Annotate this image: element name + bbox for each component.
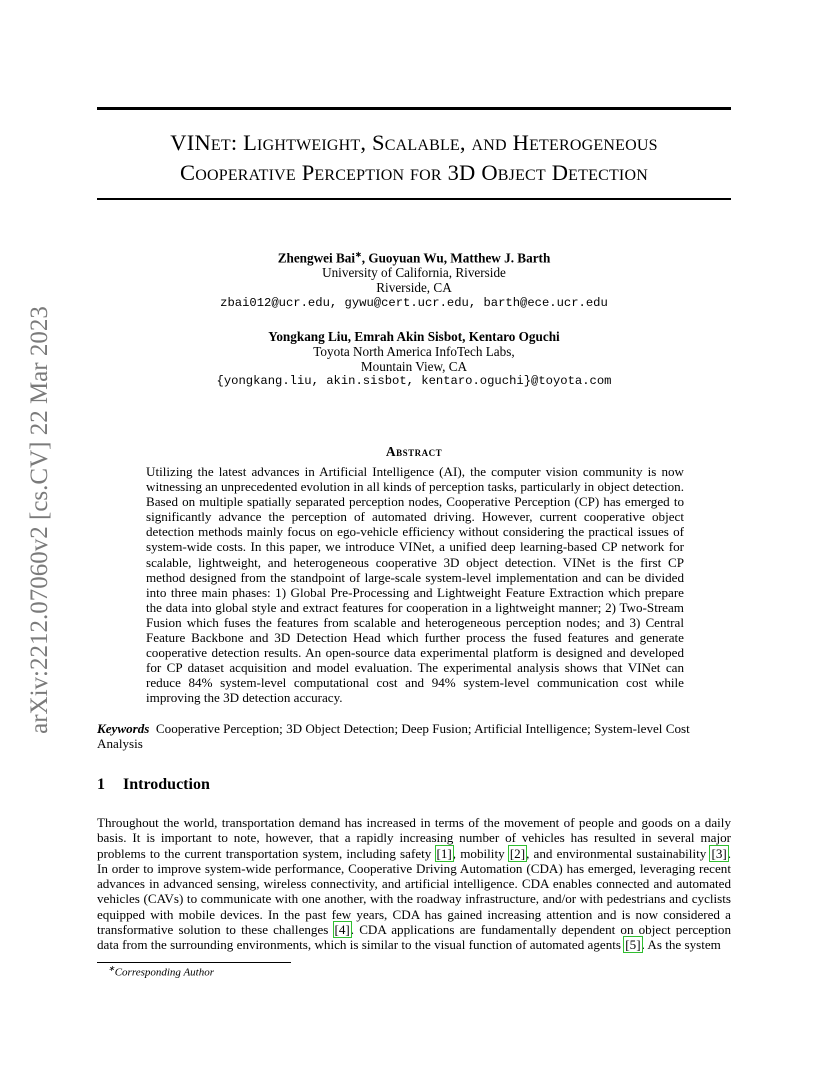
title-bottom-rule	[97, 198, 731, 200]
author-affiliation: University of California, Riverside	[322, 265, 506, 281]
keywords-label: Keywords	[97, 721, 150, 736]
title-line-1: VINet: Lightweight, Scalable, and Heterogeneous	[170, 130, 658, 155]
author-emails: zbai012@ucr.edu, gywu@cert.ucr.edu, barth@ece.ucr.edu	[220, 295, 608, 310]
intro-paragraph: Throughout the world, transportation demand has increased in terms of the movement of people and goods on a daily basis. It is important to note, however, that a rapidly increasing number of vehicles has resulted in several major problems to the current transportation system, including safety [1], mobility [2], and environmental sustainability [3]. In order to improve system-wide performance, Cooperative Driving Automation (CDA) has emerged, leveraging recent advances in advanced sensing, wireless connectivity, and artificial intelligence. CDA enables connected and automated vehicles (CAVs) to communicate with one another, with the roadway infrastructure, and/or with pedestrians and cyclists equipped with mobile devices. In the past few years, CDA has gained increasing attention and is now considered a transformative solution to these challenges [4]. CDA applications are fundamentally dependent on object perception data from the surrounding environments, which is similar to the visual function of automated agents [5]. As the system	[97, 815, 732, 953]
section-number: 1	[97, 776, 105, 793]
abstract-text: Utilizing the latest advances in Artificial Intelligence (AI), the computer vision community is now witnessing an unprecedented evolution in all kinds of perception tasks, particularly in object detection. Based on multiple spatially separated perception nodes, Cooperative Perception (CP) has emerged to significantly advance the perception of automated driving. However, current cooperative object detection methods mainly focus on ego-vehicle efficiency without considering the practical issues of system-wide costs. In this paper, we introduce VINet, a unified deep learning-based CP network for scalable, lightweight, and heterogeneous cooperative 3D object detection. VINet is the first CP method designed from the standpoint of large-scale system-level implementation and can be divided into three main phases: 1) Global Pre-Processing and Lightweight Feature Extraction which prepare the data into global style and extract features for cooperation in a lightweight manner; 2) Two-Stream Fusion which fuses the features from scalable and heterogeneous perception nodes; and 3) Central Feature Backbone and 3D Detection Head which further process the fused features and generate cooperative detection results. An open-source data experimental platform is designed and developed for CP dataset acquisition and model evaluation. The experimental analysis shows that VINet can reduce 84% system-level computational cost and 94% system-level communication cost while improving the 3D detection accuracy.	[146, 464, 684, 706]
keywords	[97, 721, 731, 751]
author-names: Zhengwei Bai∗, Guoyuan Wu, Matthew J. Barth	[277, 250, 551, 266]
section-title: Introduction	[123, 776, 210, 793]
section-heading	[97, 776, 210, 794]
author-affiliation: Toyota North America InfoTech Labs,	[313, 343, 515, 359]
citation-link[interactable]: [2]	[509, 845, 526, 861]
author-block-1	[97, 248, 731, 311]
footnote	[108, 964, 214, 979]
paper-title	[97, 128, 731, 188]
arxiv-identifier: arXiv:2212.07060v2 [cs.CV] 22 Mar 2023	[26, 306, 53, 734]
title-line-2: Cooperative Perception for 3D Object Detection	[180, 160, 648, 185]
author-location: Mountain View, CA	[360, 358, 468, 374]
arxiv-sidebar-stamp	[22, 280, 58, 760]
footnote-rule	[97, 962, 291, 963]
footnote-text: Corresponding Author	[114, 966, 215, 979]
author-block-2	[97, 330, 731, 389]
citation-link[interactable]: [5]	[625, 937, 641, 953]
citation-link[interactable]: [3]	[711, 845, 727, 861]
citation-link[interactable]: [1]	[436, 845, 452, 861]
citation-link[interactable]: [4]	[334, 922, 350, 938]
title-top-rule	[97, 107, 731, 110]
author-emails: {yongkang.liu, akin.sisbot, kentaro.oguchi}@toyota.com	[216, 374, 612, 389]
author-location: Riverside, CA	[376, 279, 452, 295]
corresponding-marker: ∗	[355, 250, 362, 259]
keywords-text: Cooperative Perception; 3D Object Detection; Deep Fusion; Artificial Intelligence; System-level Cost Analysis	[97, 721, 690, 752]
footnote-marker: ∗	[108, 964, 115, 973]
author-names: Yongkang Liu, Emrah Akin Sisbot, Kentaro Oguchi	[268, 329, 560, 344]
abstract-heading: Abstract	[385, 444, 443, 459]
